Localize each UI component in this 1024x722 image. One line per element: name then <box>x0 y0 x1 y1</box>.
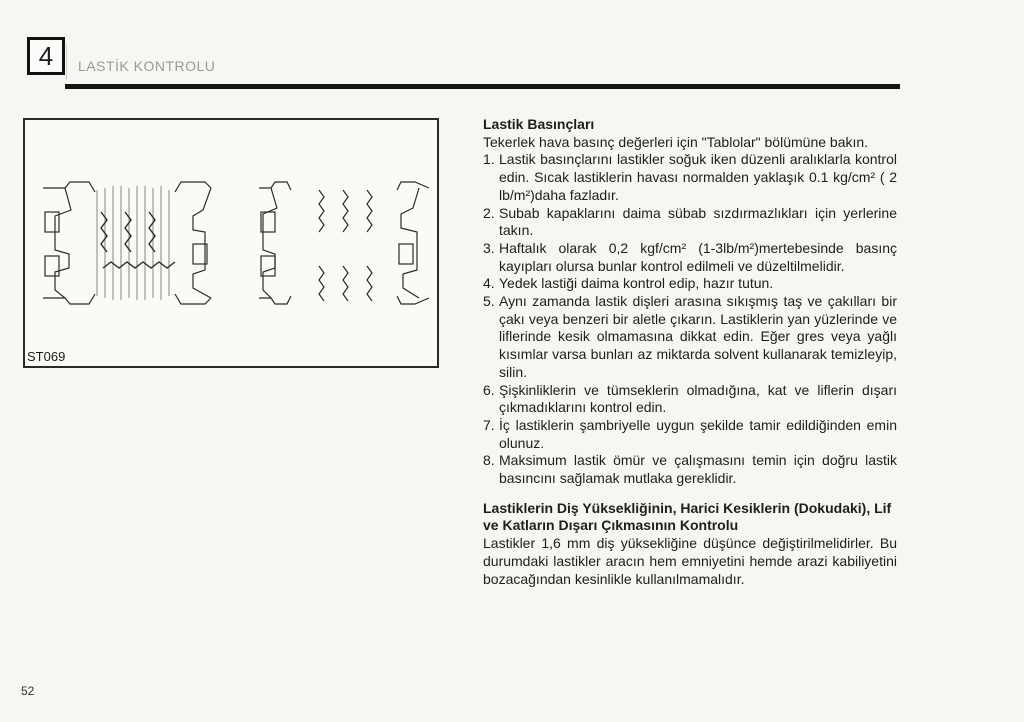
list-item: 3. Haftalık olarak 0,2 kgf/cm² (1-3lb/m²)mertebesinde basınç kayıpları olursa bunlar kontrol edilmeli ve düzeltilmelidir. <box>483 239 897 274</box>
content-column <box>483 116 897 588</box>
tire-tread-figure <box>23 118 439 368</box>
section-intro: Tekerlek hava basınç değerleri için "Tablolar" bölümüne bakın. <box>483 133 869 150</box>
list-item: 8. Maksimum lastik ömür ve çalışmasını temin için doğru lastik basıncını sağlamak mutlaka gereklidir. <box>483 452 897 487</box>
header-rule <box>65 84 900 89</box>
list-item: 7. İç lastiklerin şambriyelle uygun şekilde tamir edildiğinden emin olunuz. <box>483 416 897 451</box>
list-item: 1. Lastik basınçlarını lastikler soğuk iken düzenli aralıklarla kontrol edin. Sıcak lastiklerin havası normalden yaklaşık 0.1 kg/cm² ( 2 lb/m²)daha fazladır. <box>483 151 897 203</box>
list-item: 2. Subab kapaklarını daima sübab sızdırmazlıkları için yerlerine takın. <box>483 204 897 239</box>
section-heading-tread-check: Lastiklerin Diş Yüksekliğinin, Harici Kesiklerin (Dokudaki), Lif ve Katların Dışarı Çıkmasının Kontrolu <box>483 499 892 534</box>
tire-tread-diagram <box>25 120 437 366</box>
list-item: 6. Şişkinliklerin ve tümseklerin olmadığına, kat ve liflerin dışarı çıkmadıklarını kontrol edin. <box>483 381 897 416</box>
figure-label: ST069 <box>27 349 66 364</box>
right-tire-cross-section <box>259 182 429 304</box>
list-item: 4. Yedek lastiği daima kontrol edip, hazır tutun. <box>483 275 774 292</box>
left-tire-cross-section <box>43 182 211 304</box>
section-title: LASTİK KONTROLU <box>78 58 216 74</box>
instruction-list <box>483 151 897 487</box>
section-heading-tire-pressure: Lastik Basınçları <box>483 116 595 132</box>
list-item: 5. Aynı zamanda lastik dişleri arasına sıkışmış taş ve çakılları bir çakı veya benzeri bir aletle çıkarın. Lastiklerin yan yüzlerinde ve liflerinde kesik olmamasına dikkat edin. Eğer gres veya yağlı kısımlar varsa bunları az miktarda solvent kullanarak temizleyip, silin. <box>483 293 897 380</box>
chapter-number-box <box>27 37 65 75</box>
section-body-tread-check: Lastikler 1,6 mm diş yüksekliğine düşünce değiştirilmelidirler. Bu durumdaki lastikler aracın hem emniyetini hemde arazi kabiliyetini bozacağından kesinlikle kullanılmamalıdır. <box>483 535 897 587</box>
chapter-number: 4 <box>38 40 54 71</box>
page-number: 52 <box>21 684 35 698</box>
